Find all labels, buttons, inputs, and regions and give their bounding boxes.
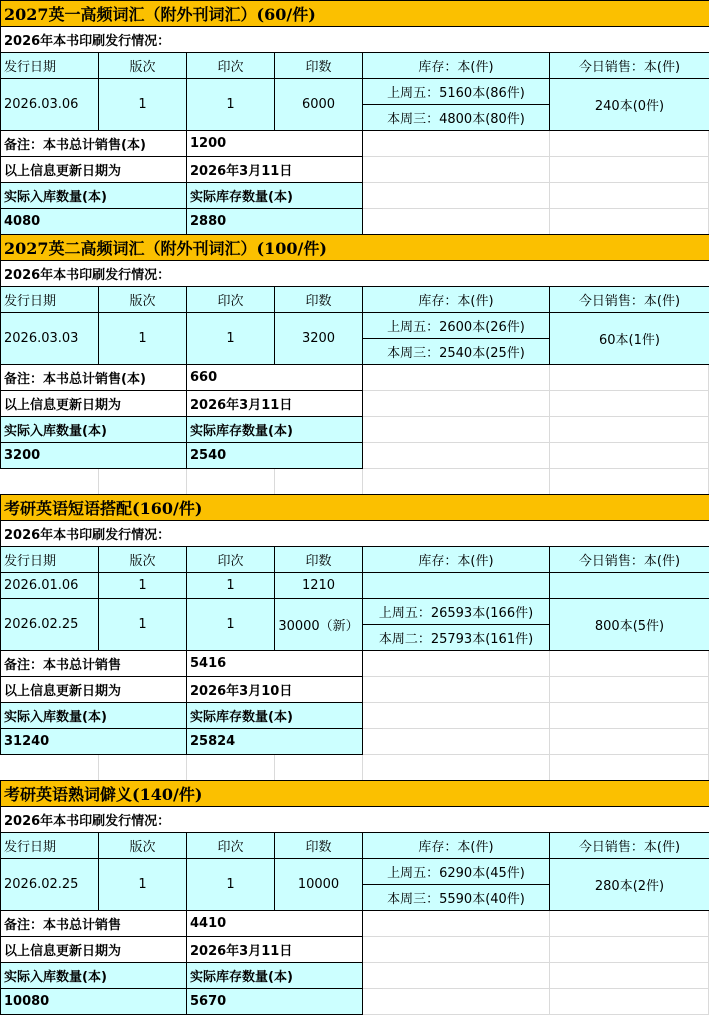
- header-print-count: 印数: [274, 546, 363, 573]
- update-date-label: 以上信息更新日期为: [0, 676, 187, 703]
- current-stock-value: 2540: [186, 442, 363, 469]
- total-sales-label: 备注：本书总计销售(本): [0, 364, 187, 391]
- stock-in-value: 4080: [0, 208, 187, 235]
- cell-stock-empty: [362, 572, 550, 599]
- cell-print-count: 6000: [274, 78, 363, 131]
- header-date: 发行日期: [0, 286, 99, 313]
- cell-stock-this-week: 本周三：5590本(40件): [362, 884, 550, 911]
- cell-today-sales: 240本(0件): [549, 78, 709, 131]
- cell-edition: 1: [98, 572, 187, 599]
- total-sales-label: 备注：本书总计销售: [0, 650, 187, 677]
- update-date-value: 2026年3月10日: [186, 676, 363, 703]
- header-printing: 印次: [186, 52, 275, 79]
- section-title: 考研英语熟词僻义(140/件): [0, 780, 709, 807]
- stock-in-value: 10080: [0, 988, 187, 1015]
- update-date-label: 以上信息更新日期为: [0, 156, 187, 183]
- cell-print-count: 10000: [274, 858, 363, 911]
- update-date-value: 2026年3月11日: [186, 156, 363, 183]
- cell-edition: 1: [98, 78, 187, 131]
- stock-in-value: 3200: [0, 442, 187, 469]
- header-edition: 版次: [98, 52, 187, 79]
- cell-edition: 1: [98, 858, 187, 911]
- cell-date: 2026.01.06: [0, 572, 99, 599]
- cell-date: 2026.03.06: [0, 78, 99, 131]
- header-stock: 库存：本(件): [362, 286, 550, 313]
- cell-today-sales: 800本(5件): [549, 598, 709, 651]
- cell-printing: 1: [186, 858, 275, 911]
- section-subtitle: 2026年本书印刷发行情况：: [0, 806, 709, 833]
- section-subtitle: 2026年本书印刷发行情况：: [0, 260, 709, 287]
- stock-in-label: 实际入库数量(本): [0, 416, 187, 443]
- current-stock-label: 实际库存数量(本): [186, 182, 363, 209]
- cell-stock-this-week: 本周二：25793本(161件): [362, 624, 550, 651]
- cell-stock-last-week: 上周五：5160本(86件): [362, 78, 550, 105]
- header-date: 发行日期: [0, 546, 99, 573]
- current-stock-value: 5670: [186, 988, 363, 1015]
- section-title: 考研英语短语搭配(160/件): [0, 494, 709, 521]
- section-subtitle: 2026年本书印刷发行情况：: [0, 26, 709, 53]
- header-today-sales: 今日销售：本(件): [549, 52, 709, 79]
- cell-edition: 1: [98, 598, 187, 651]
- stock-in-label: 实际入库数量(本): [0, 182, 187, 209]
- total-sales-label: 备注：本书总计销售: [0, 910, 187, 937]
- cell-stock-this-week: 本周三：4800本(80件): [362, 104, 550, 131]
- header-stock: 库存：本(件): [362, 546, 550, 573]
- cell-print-count: 1210: [274, 572, 363, 599]
- current-stock-label: 实际库存数量(本): [186, 702, 363, 729]
- stock-in-value: 31240: [0, 728, 187, 755]
- update-date-label: 以上信息更新日期为: [0, 936, 187, 963]
- current-stock-value: 25824: [186, 728, 363, 755]
- header-printing: 印次: [186, 832, 275, 859]
- header-printing: 印次: [186, 286, 275, 313]
- cell-stock-last-week: 上周五：2600本(26件): [362, 312, 550, 339]
- update-date-value: 2026年3月11日: [186, 390, 363, 417]
- total-sales-value: 1200: [186, 130, 363, 157]
- cell-printing: 1: [186, 312, 275, 365]
- header-stock: 库存：本(件): [362, 832, 550, 859]
- cell-date: 2026.02.25: [0, 858, 99, 911]
- update-date-value: 2026年3月11日: [186, 936, 363, 963]
- header-print-count: 印数: [274, 286, 363, 313]
- header-print-count: 印数: [274, 832, 363, 859]
- cell-stock-last-week: 上周五：26593本(166件): [362, 598, 550, 625]
- section-title: 2027英一高频词汇（附外刊词汇）(60/件): [0, 0, 709, 27]
- cell-print-count: 3200: [274, 312, 363, 365]
- total-sales-value: 4410: [186, 910, 363, 937]
- cell-today-sales-empty: [549, 572, 709, 599]
- cell-edition: 1: [98, 312, 187, 365]
- cell-printing: 1: [186, 78, 275, 131]
- current-stock-label: 实际库存数量(本): [186, 962, 363, 989]
- current-stock-label: 实际库存数量(本): [186, 416, 363, 443]
- total-sales-label: 备注：本书总计销售(本): [0, 130, 187, 157]
- cell-stock-last-week: 上周五：6290本(45件): [362, 858, 550, 885]
- stock-in-label: 实际入库数量(本): [0, 962, 187, 989]
- section-title: 2027英二高频词汇（附外刊词汇）(100/件): [0, 234, 709, 261]
- header-edition: 版次: [98, 286, 187, 313]
- cell-print-count: 30000（新）: [274, 598, 363, 651]
- header-stock: 库存：本(件): [362, 52, 550, 79]
- header-today-sales: 今日销售：本(件): [549, 286, 709, 313]
- cell-date: 2026.03.03: [0, 312, 99, 365]
- header-print-count: 印数: [274, 52, 363, 79]
- cell-today-sales: 280本(2件): [549, 858, 709, 911]
- cell-today-sales: 60本(1件): [549, 312, 709, 365]
- header-today-sales: 今日销售：本(件): [549, 546, 709, 573]
- cell-date: 2026.02.25: [0, 598, 99, 651]
- cell-printing: 1: [186, 572, 275, 599]
- total-sales-value: 5416: [186, 650, 363, 677]
- total-sales-value: 660: [186, 364, 363, 391]
- cell-stock-this-week: 本周三：2540本(25件): [362, 338, 550, 365]
- header-date: 发行日期: [0, 832, 99, 859]
- update-date-label: 以上信息更新日期为: [0, 390, 187, 417]
- header-edition: 版次: [98, 832, 187, 859]
- stock-in-label: 实际入库数量(本): [0, 702, 187, 729]
- header-edition: 版次: [98, 546, 187, 573]
- cell-printing: 1: [186, 598, 275, 651]
- current-stock-value: 2880: [186, 208, 363, 235]
- header-date: 发行日期: [0, 52, 99, 79]
- header-today-sales: 今日销售：本(件): [549, 832, 709, 859]
- section-subtitle: 2026年本书印刷发行情况：: [0, 520, 709, 547]
- header-printing: 印次: [186, 546, 275, 573]
